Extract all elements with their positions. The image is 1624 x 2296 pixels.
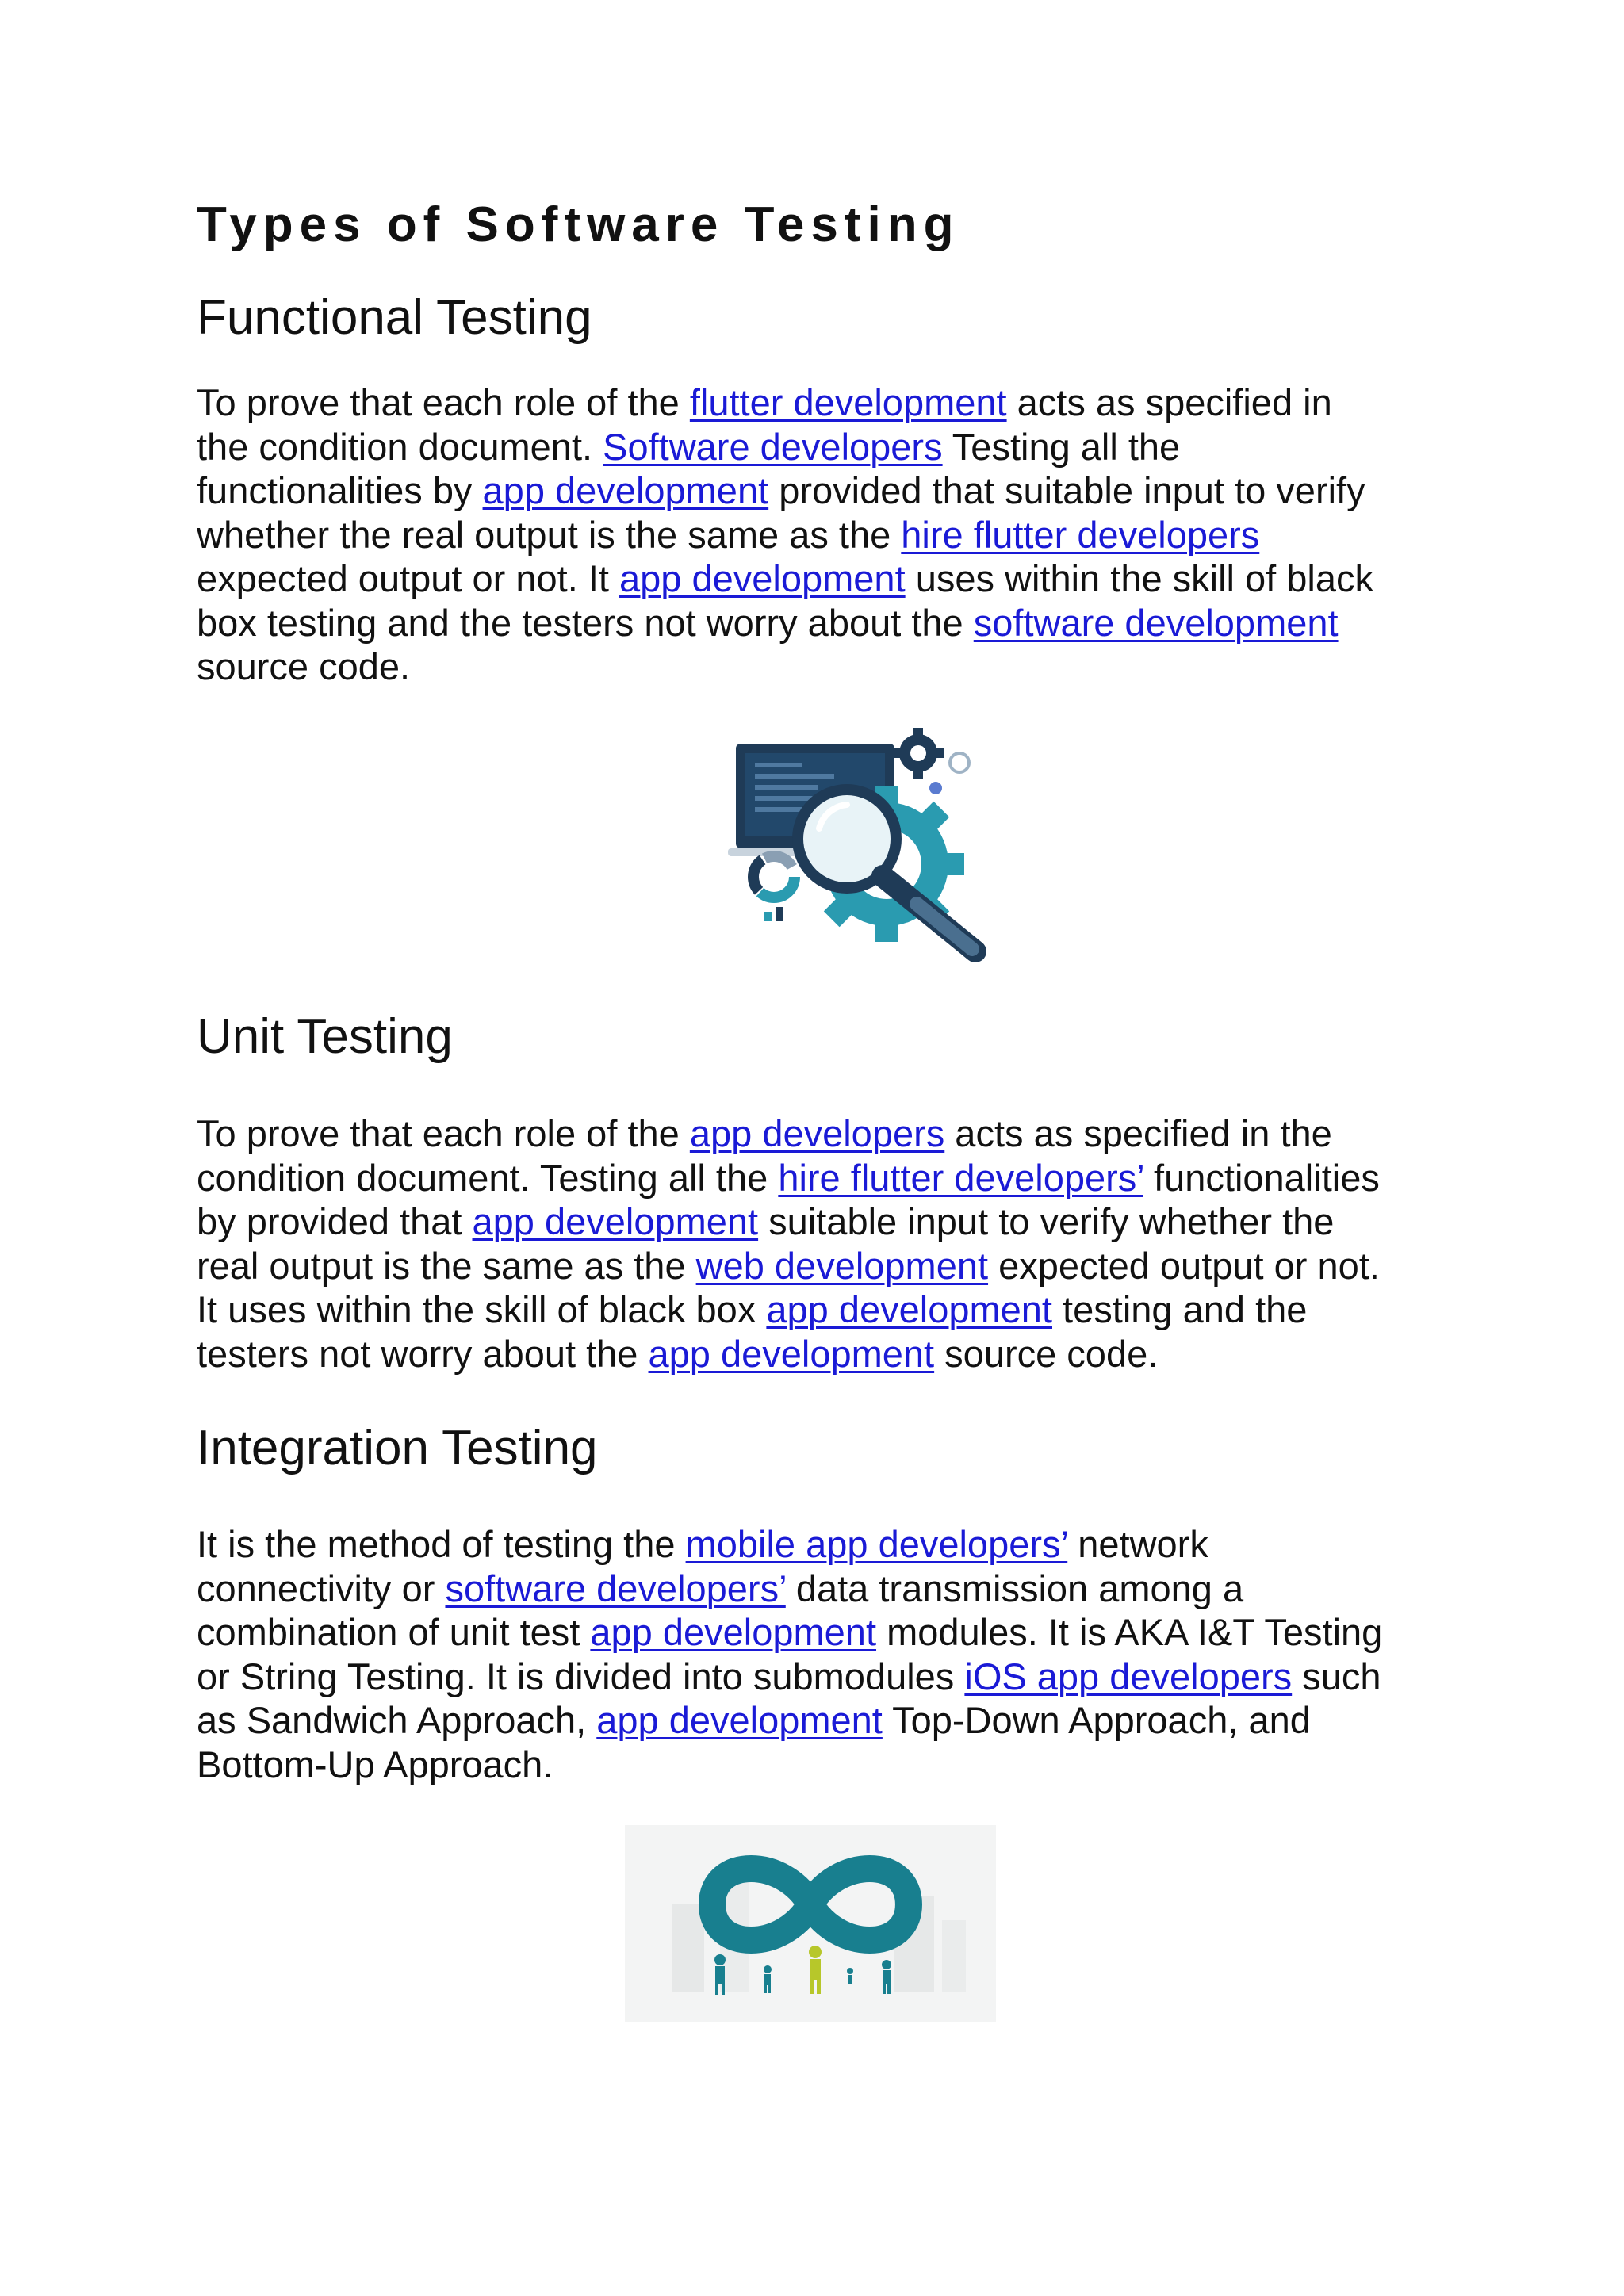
text-line (197, 557, 1481, 601)
section-heading-functional-testing: Functional Testing (197, 290, 592, 345)
text-segment: by provided that (197, 1200, 473, 1242)
text-segment: real output is the same as the (197, 1244, 696, 1287)
inline-link[interactable]: app development (766, 1288, 1052, 1330)
text-line (197, 425, 1481, 469)
page-title: Types of Software Testing (197, 197, 960, 252)
text-line (197, 1610, 1481, 1655)
section-heading-unit-testing: Unit Testing (197, 1009, 453, 1064)
inline-link[interactable]: app development (648, 1332, 935, 1375)
inline-link[interactable]: Software developers (603, 425, 943, 468)
inline-link[interactable]: iOS app developers (964, 1655, 1293, 1697)
text-line (197, 1200, 1481, 1244)
text-line (197, 1244, 1481, 1288)
text-line (197, 1332, 1481, 1376)
section-paragraph-functional-testing (197, 381, 1481, 689)
inline-link[interactable]: app development (596, 1699, 883, 1741)
infinity-loop-icon (625, 1825, 996, 2022)
text-segment: acts as specified in (1006, 381, 1332, 423)
text-line (197, 1156, 1481, 1200)
text-line (197, 469, 1481, 513)
text-segment: Top-Down Approach, and (882, 1699, 1311, 1741)
inline-link[interactable]: app development (482, 469, 769, 511)
figure-testing-illustration (720, 721, 1002, 969)
text-segment: functionalities by (197, 469, 483, 511)
text-line (197, 601, 1481, 645)
magnifier-gears-icon (720, 721, 1002, 969)
text-segment: expected output or not. It (197, 557, 620, 599)
text-segment: Testing all the (942, 425, 1181, 468)
text-segment: It uses within the skill of black box (197, 1288, 767, 1330)
inline-link[interactable]: app development (619, 557, 906, 599)
text-segment: uses within the skill of black (905, 557, 1374, 599)
text-segment: source code. (197, 645, 411, 687)
inline-link[interactable]: software development (973, 601, 1339, 644)
text-segment: network (1067, 1523, 1208, 1565)
text-line (197, 513, 1481, 557)
figure-integration-illustration (625, 1825, 996, 2022)
inline-link[interactable]: app developers (689, 1112, 945, 1154)
inline-link[interactable]: web development (695, 1244, 989, 1287)
text-segment: such (1292, 1655, 1381, 1697)
text-segment: expected output or not. (988, 1244, 1380, 1287)
section-heading-integration-testing: Integration Testing (197, 1421, 598, 1475)
section-paragraph-integration-testing (197, 1522, 1481, 1786)
text-segment: testing and the (1052, 1288, 1308, 1330)
inline-link[interactable]: hire flutter developers’ (778, 1156, 1143, 1199)
text-segment: provided that suitable input to verify (768, 469, 1365, 511)
inline-link[interactable]: app development (472, 1200, 759, 1242)
text-segment: functionalities (1143, 1156, 1380, 1199)
text-segment: It is the method of testing the (197, 1523, 686, 1565)
text-segment: To prove that each role of the (197, 1112, 690, 1154)
text-segment: combination of unit test (197, 1611, 591, 1653)
text-segment: or String Testing. It is divided into submodules (197, 1655, 965, 1697)
inline-link[interactable]: hire flutter developers (901, 513, 1260, 556)
text-line (197, 1655, 1481, 1699)
text-segment: suitable input to verify whether the (758, 1200, 1335, 1242)
text-segment: modules. It is AKA I&T Testing (876, 1611, 1383, 1653)
inline-link[interactable]: app development (590, 1611, 877, 1653)
text-line (197, 1567, 1481, 1611)
section-paragraph-unit-testing (197, 1112, 1481, 1376)
text-segment: connectivity or (197, 1567, 446, 1609)
text-segment: To prove that each role of the (197, 381, 690, 423)
text-segment: data transmission among a (785, 1567, 1244, 1609)
text-line (197, 1522, 1481, 1567)
text-segment: acts as specified in the (944, 1112, 1332, 1154)
text-line (197, 1743, 1481, 1787)
text-segment: Bottom-Up Approach. (197, 1743, 553, 1785)
text-segment: testers not worry about the (197, 1332, 649, 1375)
text-segment: as Sandwich Approach, (197, 1699, 597, 1741)
text-segment: whether the real output is the same as the (197, 513, 902, 556)
text-line (197, 1698, 1481, 1743)
text-segment: condition document. Testing all the (197, 1156, 779, 1199)
text-line (197, 645, 1481, 689)
inline-link[interactable]: flutter development (689, 381, 1007, 423)
text-line (197, 1288, 1481, 1332)
text-line (197, 381, 1481, 425)
text-segment: the condition document. (197, 425, 603, 468)
text-segment: source code. (934, 1332, 1159, 1375)
inline-link[interactable]: software developers’ (445, 1567, 786, 1609)
text-segment: box testing and the testers not worry about the (197, 601, 974, 644)
inline-link[interactable]: mobile app developers’ (685, 1523, 1068, 1565)
text-line (197, 1112, 1481, 1156)
